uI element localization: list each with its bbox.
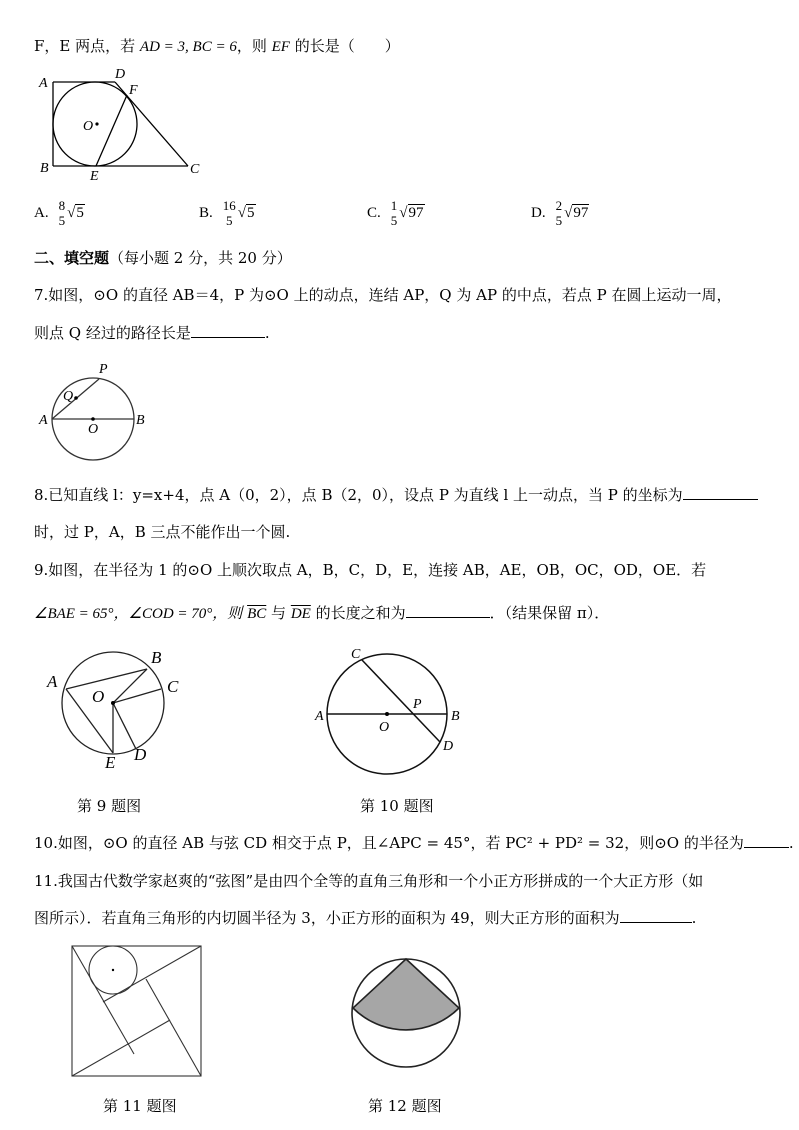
q9-text: 的长度之和为 (315, 604, 406, 622)
segment-dc (115, 82, 188, 166)
center-o-dot (91, 417, 95, 421)
choice-letter: A. (34, 204, 49, 221)
q10-text: 10.如图，⊙O 的直径 AB 与弦 CD 相交于点 P，且∠APC = 45°，若 PC² + PD² = 32，则⊙O 的半径为 (34, 834, 744, 852)
q8-answer-blank[interactable] (683, 485, 758, 500)
q9-mid: 与 (271, 604, 287, 622)
label-d: D (443, 739, 454, 754)
center-o-dot (111, 701, 115, 705)
q9-end: ．（结果保留 π）． (489, 604, 610, 622)
fraction (391, 198, 398, 228)
arc-de: $\overline{DE}$ (290, 606, 311, 622)
q9-figure-caption: 第 9 题图 (77, 797, 142, 815)
label-a: A (39, 76, 48, 91)
center-o-dot (385, 712, 389, 716)
choice-b[interactable] (199, 198, 256, 228)
label-f: F (129, 83, 138, 98)
label-d: D (115, 67, 126, 82)
numerator: 2 (555, 198, 563, 213)
section-note: （每小题 2 分，共 20 分） (109, 249, 292, 267)
label-q: Q (63, 389, 74, 404)
q6-figure (30, 60, 210, 185)
label-e: E (105, 753, 116, 772)
section-title: 二、填空题 (34, 249, 110, 267)
q9-given: ∠BAE = 65°，∠COD = 70°，则 (34, 606, 243, 622)
q10-end: . (788, 834, 794, 852)
center-o-dot (95, 122, 98, 125)
q6-target: EF (271, 39, 290, 55)
numerator: 8 (58, 198, 66, 213)
q11-line1: 11.我国古代数学家赵爽的“弦图”是由四个全等的直角三角形和一个小正方形拼成的一个大正方形（如 (34, 872, 704, 890)
square-root: √5 (237, 204, 255, 221)
q7-line1: 7.如图，⊙O 的直径 AB＝4，P 为⊙O 上的动点，连结 AP，Q 为 AP 的中点，若点 P 在圆上运动一周， (34, 286, 732, 304)
q7-figure (35, 358, 155, 466)
q8-text: 8.已知直线 l：y=x+4，点 A（0，2），点 B（2，0），设点 P 为直线 l 上一动点，当 P 的坐标为 (34, 486, 683, 504)
triangle-edge-3 (72, 1020, 170, 1076)
label-b: B (151, 648, 162, 667)
label-a: A (47, 672, 58, 691)
q11-end: . (691, 909, 697, 927)
q9-answer-blank[interactable] (406, 603, 490, 618)
fraction (59, 198, 66, 228)
label-c: C (190, 162, 200, 177)
section-heading (34, 248, 292, 268)
q11-line2 (34, 908, 696, 928)
label-p: P (413, 697, 422, 712)
denominator: 5 (226, 213, 233, 228)
chord-cd (362, 660, 440, 742)
arc-bc: $\overline{BC}$ (247, 606, 267, 622)
q9-line1: 9.如图，在半径为 1 的⊙O 上顺次取点 A，B，C，D，E，连接 AB，AE，OB，OC，OD，OE．若 (34, 561, 707, 579)
label-o: O (88, 422, 99, 437)
label-a: A (39, 413, 48, 428)
q10-figure-caption: 第 10 题图 (360, 797, 434, 815)
q11-figure (60, 935, 220, 1085)
label-c: C (351, 647, 361, 662)
label-b: B (136, 413, 145, 428)
q9-figure (40, 640, 200, 780)
denominator: 5 (555, 213, 563, 228)
q8-line1 (34, 485, 758, 505)
denominator: 5 (390, 213, 398, 228)
choice-c[interactable] (367, 198, 425, 228)
label-o: O (379, 720, 390, 735)
q10-line (34, 833, 794, 853)
q6-stem-prefix: F，E 两点，若 (34, 37, 136, 55)
q7-end: . (264, 324, 270, 342)
choice-letter: D. (531, 204, 546, 221)
label-o: O (92, 687, 105, 706)
shaded-sector (353, 959, 459, 1030)
chord-ae (66, 689, 113, 753)
fraction (556, 198, 563, 228)
q7-line2 (34, 323, 270, 343)
fraction (223, 198, 236, 228)
radius-od (113, 703, 136, 749)
label-d: D (134, 745, 147, 764)
triangle-edge-1 (72, 946, 134, 1054)
q7-text: 则点 Q 经过的路径长是 (34, 324, 191, 342)
label-e: E (90, 169, 99, 184)
q6-given: AD = 3, BC = 6 (139, 39, 237, 55)
square-root: √5 (67, 204, 84, 221)
q6-stem-mid: ，则 (236, 37, 267, 55)
q11-figure-caption: 第 11 题图 (103, 1097, 177, 1115)
choice-a[interactable] (34, 198, 85, 228)
square-root: √97 (564, 204, 589, 221)
label-b: B (451, 709, 460, 724)
denominator: 5 (58, 213, 66, 228)
q6-stem (34, 36, 400, 57)
label-a: A (315, 709, 324, 724)
label-p: P (99, 362, 108, 377)
q7-answer-blank[interactable] (191, 323, 265, 338)
midpoint-q-dot (74, 396, 78, 400)
q11-answer-blank[interactable] (620, 908, 692, 923)
q9-line2 (34, 603, 609, 624)
radicand: 97 (408, 204, 424, 221)
chord-ab (66, 669, 147, 689)
radicand: 5 (247, 204, 255, 221)
q8-line2: 时，过 P，A，B 三点不能作出一个圆. (34, 523, 291, 541)
q12-figure (340, 945, 470, 1075)
label-c: C (167, 677, 179, 696)
choice-letter: B. (199, 204, 213, 221)
q10-figure (300, 640, 480, 780)
q6-stem-end: 的长是（ ） (294, 37, 400, 55)
square-root: √97 (399, 204, 424, 221)
inscribed-circle (53, 82, 137, 166)
numerator: 1 (390, 198, 398, 213)
label-b: B (40, 161, 49, 176)
numerator: 16 (222, 198, 236, 213)
radicand: 97 (573, 204, 589, 221)
choice-d[interactable] (531, 198, 589, 228)
triangle-edge-4 (146, 979, 201, 1076)
incircle-center-dot (112, 969, 114, 971)
q11-text: 图所示）．若直角三角形的内切圆半径为 3，小正方形的面积为 49，则大正方形的面积为 (34, 909, 620, 927)
q12-figure-caption: 第 12 题图 (368, 1097, 442, 1115)
radicand: 5 (76, 204, 84, 221)
choice-letter: C. (367, 204, 381, 221)
label-o: O (83, 119, 94, 134)
q10-answer-blank[interactable] (744, 833, 789, 848)
